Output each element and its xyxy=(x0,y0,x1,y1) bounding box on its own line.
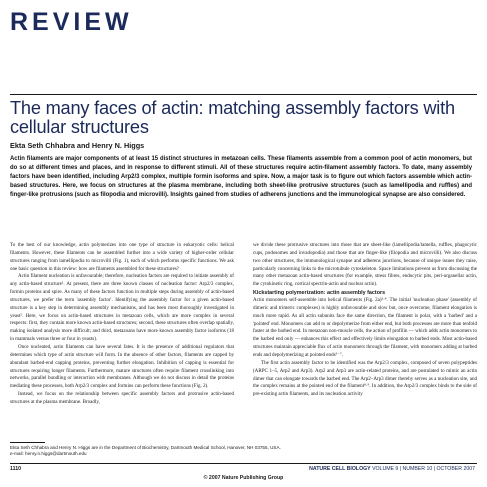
author-affiliation xyxy=(10,445,475,457)
copyright-notice: © 2007 Nature Publishing Group xyxy=(203,475,284,481)
body-column-left xyxy=(10,242,234,407)
footnote-divider xyxy=(10,442,45,443)
page-number: 1110 xyxy=(10,466,21,472)
article-authors: Ekta Seth Chhabra and Henry N. Higgs xyxy=(10,141,145,150)
article-abstract: Actin filaments are major components of at least 15 distinct structures in metazoan cells. These filaments assemble from a common pool of actin monomers, but do so at different times and places, and in response to different stimuli. All of these structures require actin-filament assembly factors. To date, many assembly factors have been identified, including Arp2/3 complex, multiple formin isoforms and spire. Now, a major task is to figure out which factors assemble which actin-based structures. Here, we focus on structures at the plasma membrane, including both sheet-like protrusive structures (such as lamellipodia and ruffles) and finger-like protrusions (such as filopodia and microvilli). Insights gained from studies of adherens junctions and the immunological synapse are also considered. xyxy=(10,156,472,199)
body-paragraph: Actin monomers self-assemble into helical filaments (Fig. 2a)³·⁴. The initial 'nucleation phase' (assembly of dimeric and trimeric complexes) is highly unfavourable and slow but, once overcome, filament elongation is much more rapid. As all actin subunits face the same direction, the filament is polar, with a 'barbed' and a 'pointed' end. Monomers can add to or depolymerize from either end, but both processes are more than tenfold faster at the barbed end. In metazoan non-muscle cells, the action of profilin — which adds actin monomers to the barbed end only — enhances this effect and effectively limits elongation to barbed ends. Most actin-based structures maintain appreciable flux of actin monomers through the filament, with monomers adding at barbed ends and depolymerizing at pointed ends⁵⁻⁷. xyxy=(253,297,477,358)
footer-divider xyxy=(10,463,477,464)
article-title: The many faces of actin: matching assembly factors with cellular structures xyxy=(10,98,455,137)
section-heading: Kickstarting polymerization: actin assembly factors xyxy=(253,290,386,297)
body-paragraph: Instead, we focus on the relationship between specific assembly factors and protrusive actin-based structures at the plasma membrane. Broadly, xyxy=(10,391,234,405)
body-paragraph: The first actin assembly factor to be identified was the Arp2/3 complex, composed of seven polypeptides (ARPC 1–5, Arp2 and Arp3). Arp2 and Arp3 are actin-related proteins, and are postulated to mimic an actin dimer that can elongate towards the barbed end. The Arp2–Arp3 dimer thereby serves as a nucleation site, and the complex remains at the pointed end of the filament⁸·⁹. In addition, the Arp2/3 complex binds to the side of pre-existing actin filaments, and its nucleation activity xyxy=(253,359,477,398)
header-divider xyxy=(10,94,477,95)
contact-email: e-mail: henry.n.higgs@dartmouth.edu xyxy=(10,451,87,456)
affiliation-text: Ekta Seth Chhabra and Henry N. Higgs are in the Department of Biochemistry, Dartmouth Medical School, Hanover, NH 03755, USA. xyxy=(10,445,281,450)
journal-info xyxy=(309,466,475,472)
journal-name: NATURE CELL BIOLOGY xyxy=(309,466,371,472)
section-label: REVIEW xyxy=(10,8,133,36)
journal-issue: VOLUME 9 | NUMBER 10 | OCTOBER 2007 xyxy=(372,466,475,472)
body-paragraph: To the best of our knowledge, actin polymerizes into one type of structure in eukaryotic cells: helical filaments. However, these filaments can be assembled further into a wide variety of higher-order cellular structures ranging from lamellipodia to microvilli (Fig. 1), each of which performs specific functions. We ask one basic question in this review: how are filaments assembled for these structures? xyxy=(10,242,234,272)
body-paragraph: Actin filament nucleation is unfavourable; therefore, nucleation factors are required to initiate assembly of any actin-based structure¹. At present, there are three known classes of nucleation factor: Arp2/3 complex, formin proteins and spire. As many of these factors function in multiple steps during assembly of actin-based structures, we prefer the term 'assembly factor'. Identifying the assembly factor for a given actin-based structure is a key step in determining assembly mechanisms, and has been most thoroughly investigated in yeast². Here, we focus on actin-based structures in metazoan cells, which are more complex in several respects: first, they contain more known actin-based structures; second, these structures often overlap spatially, making isolated analysis more difficult; and third, metazoans have more known assembly factor isoforms (18 in mammals versus three or four in yeasts). xyxy=(10,273,234,343)
body-column-right xyxy=(253,242,477,399)
body-paragraph: we divide these protrusive structures into those that are sheet-like (lamellipodia/lamella, ruffles, phagocytic cups, podosomes and invadopodia) and those that are finger-like (filopodia and microvilli). We also discuss two other structures, the immunological synapse and adherens junctions, because of unique issues they raise, particularly concerning links to the microtubule cytoskeleton. Space limitations prevent us from discussing the many other metazoan actin-based structures (for example, stress fibres, endocytic pits, peri-organellar actin, the cytokinetic ring, cortical spectrin-actin and nuclear actin). xyxy=(253,242,477,288)
body-paragraph: Once nucleated, actin filaments can have several fates. It is the presence of additional regulators that determines which type of actin structure will form. In the absence of other factors, filaments are capped by abundant barbed-end capping proteins, preventing further elongation. Inhibition of capping is essential for structures requiring longer filaments. Furthermore, mature structures often require filament crosslinking into networks, parallel bundling or interaction with membranes. Although we do not discuss in detail the proteins mediating these processes, both Arp2/3 complex and formins can perform these functions (Fig. 2). xyxy=(10,343,234,390)
